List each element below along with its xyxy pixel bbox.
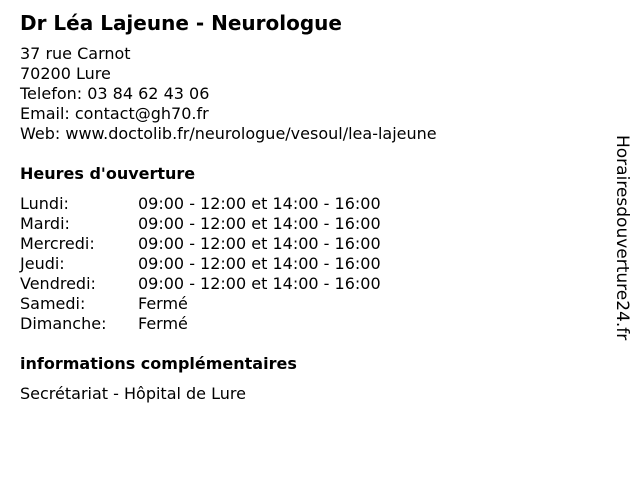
email-address: Email: contact@gh70.fr [20,104,209,123]
brand-watermark: Horairesdouverture24.fr [612,135,632,341]
time-value: 09:00 - 12:00 et 14:00 - 16:00 [138,274,381,293]
phone-number: Telefon: 03 84 62 43 06 [20,84,210,103]
hours-row-thursday [20,254,381,274]
street-address: 37 rue Carnot [20,44,131,63]
page-title: Dr Léa Lajeune - Neurologue [20,11,342,35]
day-label: Mardi: [20,214,70,233]
time-value: Fermé [138,314,188,333]
additional-info-text: Secrétariat - Hôpital de Lure [20,384,246,403]
time-value: 09:00 - 12:00 et 14:00 - 16:00 [138,194,381,213]
time-value: 09:00 - 12:00 et 14:00 - 16:00 [138,254,381,273]
additional-info-title: informations complémentaires [20,354,297,373]
hours-row-saturday [20,294,381,314]
hours-row-sunday [20,314,381,334]
day-label: Dimanche: [20,314,107,333]
hours-row-friday [20,274,381,294]
day-label: Samedi: [20,294,86,313]
day-label: Lundi: [20,194,69,213]
website-url: Web: www.doctolib.fr/neurologue/vesoul/lea-lajeune [20,124,437,143]
opening-hours-table [20,194,381,334]
hours-row-tuesday [20,214,381,234]
hours-row-wednesday [20,234,381,254]
day-label: Mercredi: [20,234,95,253]
opening-hours-title: Heures d'ouverture [20,164,196,183]
day-label: Vendredi: [20,274,96,293]
hours-row-monday [20,194,381,214]
time-value: 09:00 - 12:00 et 14:00 - 16:00 [138,234,381,253]
city-address: 70200 Lure [20,64,111,83]
time-value: Fermé [138,294,188,313]
address-block [20,44,437,144]
time-value: 09:00 - 12:00 et 14:00 - 16:00 [138,214,381,233]
day-label: Jeudi: [20,254,65,273]
